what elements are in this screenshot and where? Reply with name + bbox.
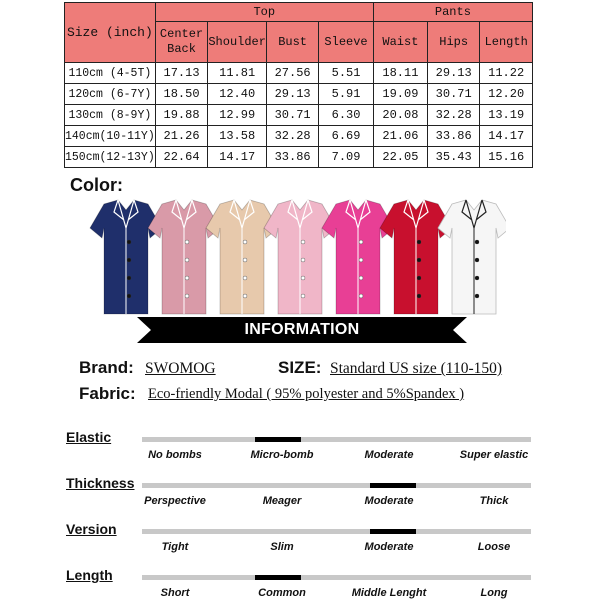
measurement-cell: 13.58	[208, 126, 267, 147]
rating-marker	[255, 575, 301, 580]
measurement-cell: 33.86	[266, 147, 318, 168]
rating-option: Micro-bomb	[250, 449, 314, 461]
measurement-cell: 30.71	[428, 84, 480, 105]
rating-option: Moderate	[364, 495, 414, 507]
table-row	[65, 147, 533, 168]
table-row	[65, 63, 533, 84]
measurement-cell: 6.30	[319, 105, 374, 126]
rating-label: Version	[66, 521, 117, 537]
measurement-cell: 19.88	[155, 105, 208, 126]
measurement-cell: 5.91	[319, 84, 374, 105]
shirt-swatch	[380, 200, 452, 314]
brand-value: SWOMOG	[145, 360, 216, 377]
measurement-cell: 33.86	[428, 126, 480, 147]
fabric-value: Eco-friendly Modal ( 95% polyester and 5%Spandex )	[148, 386, 465, 402]
rating-option: Moderate	[364, 449, 414, 461]
measurement-cell: 17.13	[155, 63, 208, 84]
shirt-swatch	[90, 200, 162, 314]
rating-option: Meager	[262, 495, 302, 507]
rating-option: Short	[160, 587, 190, 599]
pants-group-header: Pants	[373, 3, 532, 22]
top-group-header: Top	[155, 3, 373, 22]
measurement-cell: 19.09	[373, 84, 427, 105]
rating-label: Elastic	[66, 429, 112, 445]
rating-option: Perspective	[144, 495, 206, 507]
size-header: Size (inch)	[65, 3, 156, 63]
measurement-cell: 29.13	[428, 63, 480, 84]
measurement-cell: 22.64	[155, 147, 208, 168]
size-cell: 150cm(12-13Y)	[65, 147, 156, 168]
measurement-cell: 18.11	[373, 63, 427, 84]
table-row	[65, 126, 533, 147]
measurement-cell: 20.08	[373, 105, 427, 126]
column-header: Length	[480, 22, 533, 63]
rating-option: No bombs	[148, 449, 202, 461]
column-header: Center Back	[155, 22, 208, 63]
measurement-cell: 29.13	[266, 84, 318, 105]
size-cell: 140cm(10-11Y)	[65, 126, 156, 147]
rating-option: Common	[258, 587, 306, 599]
size-cell: 130cm (8-9Y)	[65, 105, 156, 126]
measurement-cell: 5.51	[319, 63, 374, 84]
brand-label: Brand:	[79, 358, 134, 377]
measurement-cell: 11.22	[480, 63, 533, 84]
measurement-cell: 32.28	[428, 105, 480, 126]
measurement-cell: 18.50	[155, 84, 208, 105]
size-chart-table	[64, 2, 533, 168]
rating-track	[142, 483, 531, 488]
rating-option: Moderate	[364, 541, 414, 553]
shirt-swatch	[206, 200, 278, 314]
column-header: Waist	[373, 22, 427, 63]
rating-option: Long	[480, 587, 508, 599]
measurement-cell: 12.99	[208, 105, 267, 126]
shirt-swatch	[148, 200, 220, 314]
measurement-cell: 14.17	[480, 126, 533, 147]
rating-label: Length	[66, 567, 113, 583]
table-row	[65, 84, 533, 105]
measurement-cell: 14.17	[208, 147, 267, 168]
rating-label: Thickness	[66, 475, 135, 491]
measurement-cell: 13.19	[480, 105, 533, 126]
measurement-cell: 6.69	[319, 126, 374, 147]
measurement-cell: 30.71	[266, 105, 318, 126]
shirt-color-swatches	[84, 198, 506, 316]
information-banner-title: INFORMATION	[244, 321, 360, 338]
measurement-cell: 12.40	[208, 84, 267, 105]
rating-option: Tight	[161, 541, 189, 553]
rating-track	[142, 529, 531, 534]
size-label: SIZE:	[278, 358, 322, 377]
measurement-cell: 12.20	[480, 84, 533, 105]
measurement-cell: 35.43	[428, 147, 480, 168]
measurement-cell: 27.56	[266, 63, 318, 84]
measurement-cell: 15.16	[480, 147, 533, 168]
column-header: Bust	[266, 22, 318, 63]
rating-option: Super elastic	[459, 449, 529, 461]
size-value: Standard US size (110-150)	[330, 360, 503, 377]
measurement-cell: 11.81	[208, 63, 267, 84]
column-header: Sleeve	[319, 22, 374, 63]
measurement-cell: 32.28	[266, 126, 318, 147]
column-header: Shoulder	[208, 22, 267, 63]
size-cell: 110cm (4-5T)	[65, 63, 156, 84]
measurement-cell: 22.05	[373, 147, 427, 168]
color-label: Color:	[70, 175, 123, 195]
rating-marker	[255, 437, 301, 442]
shirt-swatch	[264, 200, 336, 314]
fabric-label: Fabric:	[79, 384, 136, 403]
measurement-cell: 21.26	[155, 126, 208, 147]
rating-track	[142, 575, 531, 580]
size-cell: 120cm (6-7Y)	[65, 84, 156, 105]
rating-marker	[370, 529, 416, 534]
shirt-swatch	[322, 200, 394, 314]
table-row	[65, 105, 533, 126]
rating-option: Thick	[479, 495, 509, 507]
rating-option: Loose	[477, 541, 511, 553]
measurement-cell: 21.06	[373, 126, 427, 147]
measurement-cell: 7.09	[319, 147, 374, 168]
rating-option: Slim	[270, 541, 294, 553]
rating-option: Middle Lenght	[351, 587, 427, 599]
rating-track	[142, 437, 531, 442]
shirt-swatch	[438, 200, 506, 314]
column-header: Hips	[428, 22, 480, 63]
rating-marker	[370, 483, 416, 488]
